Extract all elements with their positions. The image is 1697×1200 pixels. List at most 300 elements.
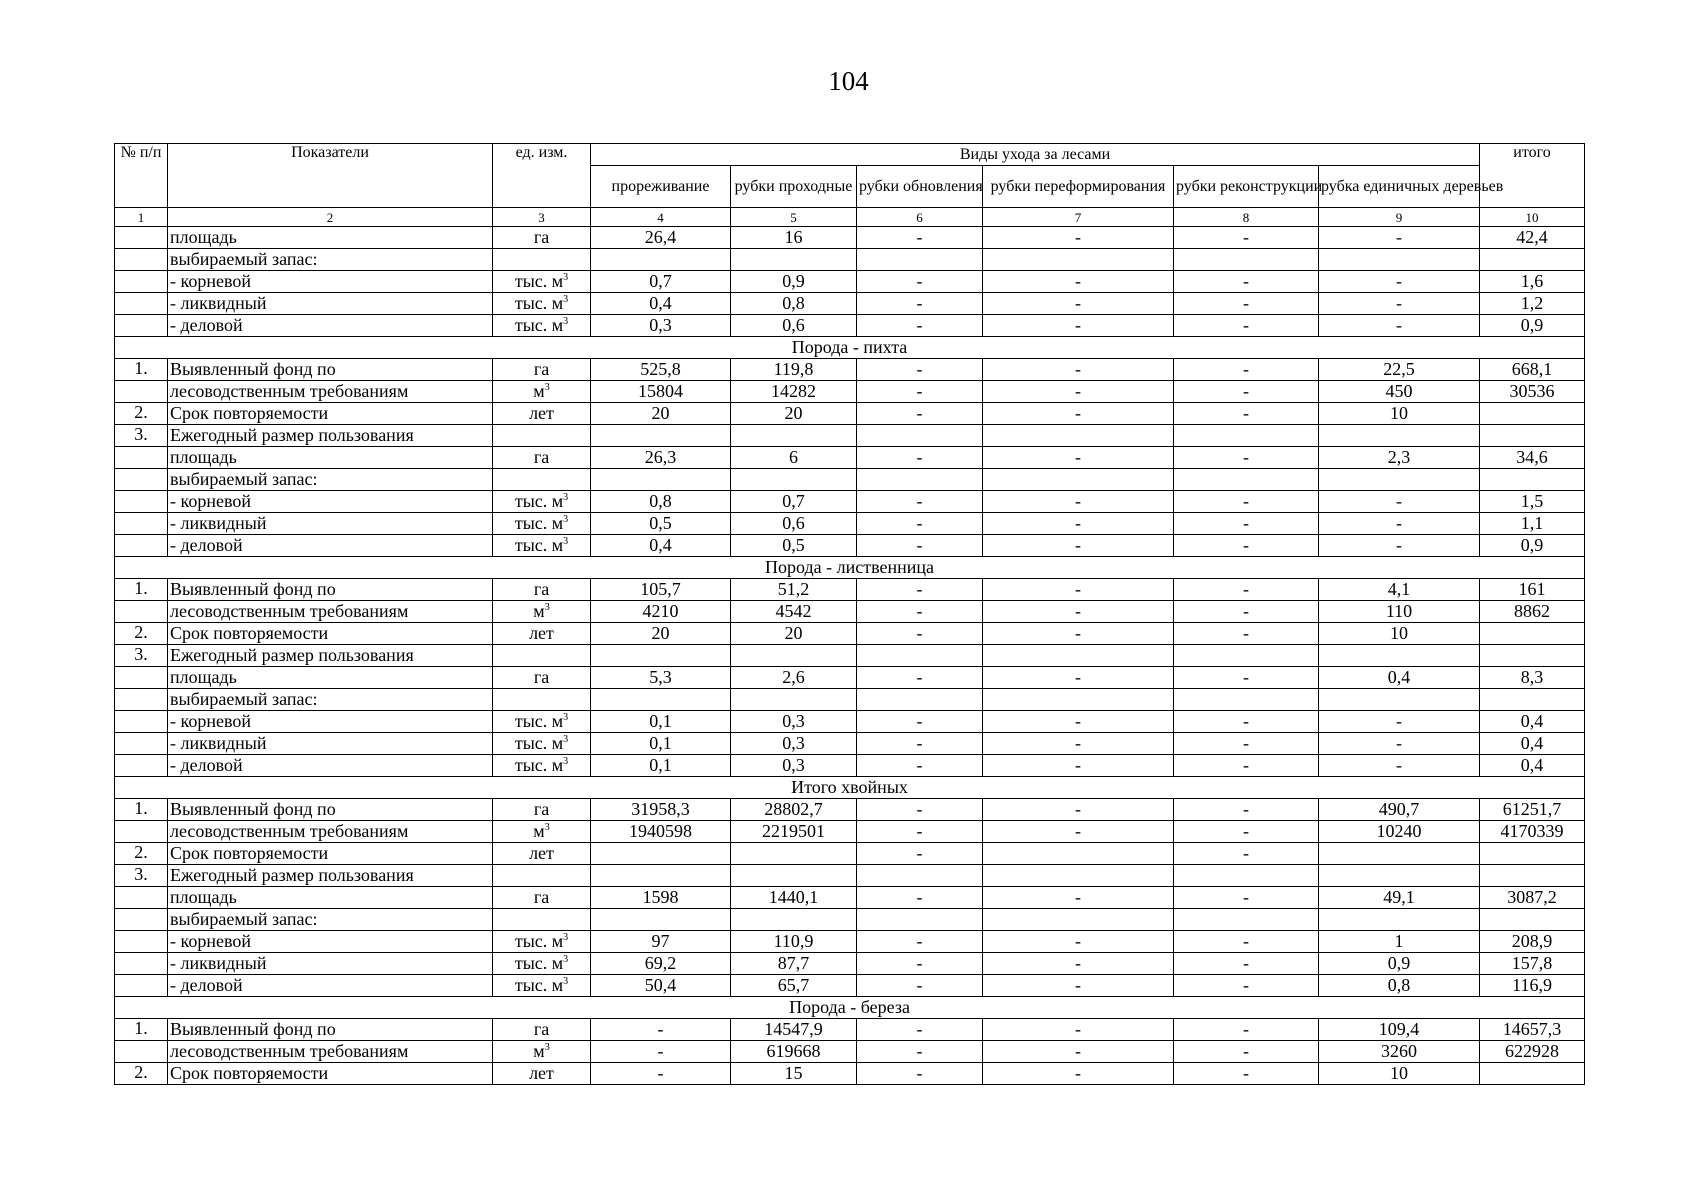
section-title: Порода - лиственница <box>115 557 1585 579</box>
row-value: - <box>1174 491 1319 513</box>
table-row <box>115 601 1585 623</box>
row-value: - <box>1174 931 1319 953</box>
row-value: - <box>857 271 983 293</box>
unit-superscript: 3 <box>563 976 569 987</box>
table-row <box>115 491 1585 513</box>
row-value: - <box>983 623 1174 645</box>
row-total: 157,8 <box>1480 953 1585 975</box>
unit-text: тыс. м <box>514 931 564 951</box>
row-value: 619668 <box>731 1041 857 1063</box>
row-indicator: Выявленный фонд по <box>168 1019 493 1041</box>
row-total: 0,4 <box>1480 755 1585 777</box>
unit-text: тыс. м <box>514 755 564 775</box>
row-value: - <box>1319 271 1480 293</box>
unit-superscript: 3 <box>563 734 569 745</box>
row-value: 0,4 <box>591 535 731 557</box>
row-value <box>1319 249 1480 271</box>
row-indicator: лесоводственным требованиям <box>168 381 493 403</box>
table-row <box>115 1019 1585 1041</box>
row-value <box>731 645 857 667</box>
unit-superscript: 3 <box>563 536 569 547</box>
row-indicator: выбираемый запас: <box>168 909 493 931</box>
row-number <box>115 909 168 931</box>
row-value: - <box>857 953 983 975</box>
unit-text: га <box>533 1019 550 1039</box>
row-number <box>115 491 168 513</box>
row-value: - <box>1319 315 1480 337</box>
table-row <box>115 887 1585 909</box>
row-value: 119,8 <box>731 359 857 381</box>
row-value: 2,6 <box>731 667 857 689</box>
header-indicators: Показатели <box>168 144 493 208</box>
row-total <box>1480 623 1585 645</box>
row-indicator: Срок повторяемости <box>168 403 493 425</box>
row-value: - <box>983 821 1174 843</box>
row-value: - <box>983 667 1174 689</box>
row-value: - <box>983 579 1174 601</box>
row-indicator: площадь <box>168 447 493 469</box>
column-index-row <box>115 208 1585 227</box>
row-total: 1,1 <box>1480 513 1585 535</box>
table-row <box>115 755 1585 777</box>
row-unit <box>493 909 591 931</box>
table-row <box>115 1041 1585 1063</box>
row-number <box>115 249 168 271</box>
unit-text: га <box>533 887 550 907</box>
row-value: 1940598 <box>591 821 731 843</box>
row-value <box>857 689 983 711</box>
row-indicator: Срок повторяемости <box>168 1063 493 1085</box>
row-value: 1440,1 <box>731 887 857 909</box>
row-value: - <box>857 315 983 337</box>
row-indicator: - деловой <box>168 535 493 557</box>
table-row <box>115 953 1585 975</box>
row-value: 105,7 <box>591 579 731 601</box>
row-number <box>115 293 168 315</box>
row-value: - <box>983 381 1174 403</box>
row-value <box>591 425 731 447</box>
row-unit <box>493 513 591 535</box>
row-total <box>1480 689 1585 711</box>
row-value: - <box>1174 887 1319 909</box>
row-value: 10 <box>1319 623 1480 645</box>
row-number <box>115 271 168 293</box>
row-value <box>857 645 983 667</box>
row-value <box>591 843 731 865</box>
row-number: 1. <box>115 799 168 821</box>
row-indicator: Выявленный фонд по <box>168 799 493 821</box>
row-indicator: выбираемый запас: <box>168 249 493 271</box>
row-value <box>857 865 983 887</box>
row-value <box>731 469 857 491</box>
row-value: - <box>857 403 983 425</box>
unit-text: га <box>533 799 550 819</box>
row-value: - <box>1319 227 1480 249</box>
row-unit <box>493 381 591 403</box>
row-value: - <box>983 601 1174 623</box>
section-title: Порода - береза <box>115 997 1585 1019</box>
row-number: 2. <box>115 843 168 865</box>
row-total: 0,9 <box>1480 315 1585 337</box>
row-indicator: площадь <box>168 227 493 249</box>
row-number <box>115 535 168 557</box>
unit-text: га <box>533 227 550 247</box>
row-value: 0,3 <box>731 733 857 755</box>
unit-text: м <box>533 601 545 621</box>
row-value <box>591 689 731 711</box>
row-value: 87,7 <box>731 953 857 975</box>
table-row <box>115 381 1585 403</box>
row-value <box>983 469 1174 491</box>
row-value <box>1319 843 1480 865</box>
row-value: - <box>857 535 983 557</box>
row-unit <box>493 1041 591 1063</box>
row-total: 116,9 <box>1480 975 1585 997</box>
row-value: 0,8 <box>731 293 857 315</box>
row-unit <box>493 535 591 557</box>
table-row <box>115 909 1585 931</box>
header-type-single-tree: рубка единичных деревьев <box>1319 166 1480 208</box>
row-number <box>115 227 168 249</box>
row-value: - <box>983 513 1174 535</box>
table-row <box>115 425 1585 447</box>
row-total: 4170339 <box>1480 821 1585 843</box>
row-value <box>1319 645 1480 667</box>
row-value: 97 <box>591 931 731 953</box>
section-row <box>115 557 1585 579</box>
row-value: - <box>983 359 1174 381</box>
row-number: 3. <box>115 425 168 447</box>
row-indicator: - ликвидный <box>168 953 493 975</box>
row-value <box>731 425 857 447</box>
row-value <box>1174 865 1319 887</box>
table-row <box>115 249 1585 271</box>
row-total: 14657,3 <box>1480 1019 1585 1041</box>
row-value: 26,4 <box>591 227 731 249</box>
row-value: 22,5 <box>1319 359 1480 381</box>
row-number <box>115 601 168 623</box>
row-value: 110 <box>1319 601 1480 623</box>
unit-text: лет <box>529 843 554 863</box>
unit-superscript: 3 <box>563 294 569 305</box>
unit-text: лет <box>529 623 554 643</box>
row-unit <box>493 733 591 755</box>
row-value: - <box>857 887 983 909</box>
row-value: 10240 <box>1319 821 1480 843</box>
row-value: 2219501 <box>731 821 857 843</box>
row-unit <box>493 469 591 491</box>
unit-text: тыс. м <box>514 271 564 291</box>
section-row <box>115 777 1585 799</box>
row-value: - <box>591 1019 731 1041</box>
row-unit <box>493 623 591 645</box>
row-value: - <box>1174 447 1319 469</box>
row-value <box>591 469 731 491</box>
row-total: 0,9 <box>1480 535 1585 557</box>
unit-text: м <box>533 1041 545 1061</box>
row-total: 1,5 <box>1480 491 1585 513</box>
row-value: 0,4 <box>1319 667 1480 689</box>
row-value: - <box>1319 755 1480 777</box>
row-number <box>115 821 168 843</box>
row-value: 4542 <box>731 601 857 623</box>
unit-superscript: 3 <box>563 316 569 327</box>
row-number <box>115 953 168 975</box>
row-number <box>115 469 168 491</box>
row-value: 4210 <box>591 601 731 623</box>
row-value: - <box>1174 601 1319 623</box>
row-total: 34,6 <box>1480 447 1585 469</box>
row-value: - <box>1174 953 1319 975</box>
row-value: - <box>857 711 983 733</box>
row-value: - <box>1174 293 1319 315</box>
column-index: 3 <box>493 208 591 227</box>
header-total: итого <box>1480 144 1585 208</box>
table-row <box>115 271 1585 293</box>
row-unit <box>493 755 591 777</box>
row-number <box>115 513 168 535</box>
row-unit <box>493 293 591 315</box>
unit-text: лет <box>529 1063 554 1083</box>
header-type-passage: рубки проходные <box>731 166 857 208</box>
table-row <box>115 535 1585 557</box>
row-total: 1,2 <box>1480 293 1585 315</box>
unit-text: м <box>533 381 545 401</box>
column-index: 4 <box>591 208 731 227</box>
row-value: - <box>983 799 1174 821</box>
row-unit <box>493 425 591 447</box>
row-total <box>1480 469 1585 491</box>
row-value: - <box>1319 711 1480 733</box>
row-value: - <box>857 843 983 865</box>
section-row <box>115 997 1585 1019</box>
row-number <box>115 755 168 777</box>
row-indicator: - деловой <box>168 975 493 997</box>
row-value: 0,1 <box>591 733 731 755</box>
table-row <box>115 645 1585 667</box>
page-number: 104 <box>828 66 869 96</box>
row-value: - <box>1174 381 1319 403</box>
row-value: - <box>1319 535 1480 557</box>
table-row <box>115 623 1585 645</box>
section-title: Итого хвойных <box>115 777 1585 799</box>
row-value: - <box>857 733 983 755</box>
row-value: - <box>1174 315 1319 337</box>
row-indicator: Выявленный фонд по <box>168 579 493 601</box>
row-value <box>591 249 731 271</box>
row-total <box>1480 1063 1585 1085</box>
table-body <box>115 227 1585 1085</box>
row-value: 0,5 <box>591 513 731 535</box>
row-value: - <box>983 711 1174 733</box>
row-value: 0,5 <box>731 535 857 557</box>
table-row <box>115 227 1585 249</box>
section-row <box>115 337 1585 359</box>
row-value: - <box>857 513 983 535</box>
row-value: 20 <box>591 403 731 425</box>
row-unit <box>493 491 591 513</box>
row-value: - <box>983 535 1174 557</box>
row-unit <box>493 667 591 689</box>
row-value: - <box>857 601 983 623</box>
row-value <box>983 425 1174 447</box>
row-value: - <box>857 799 983 821</box>
row-number <box>115 931 168 953</box>
column-index: 2 <box>168 208 493 227</box>
row-unit <box>493 799 591 821</box>
row-value: - <box>1174 733 1319 755</box>
header-type-thinning: прореживание <box>591 166 731 208</box>
row-value <box>1174 909 1319 931</box>
row-value: 0,7 <box>731 491 857 513</box>
row-value: 10 <box>1319 1063 1480 1085</box>
row-value: 0,6 <box>731 315 857 337</box>
unit-text: га <box>533 667 550 687</box>
row-value: 26,3 <box>591 447 731 469</box>
row-value: - <box>1174 667 1319 689</box>
row-value <box>1174 645 1319 667</box>
table-row <box>115 579 1585 601</box>
row-value: 16 <box>731 227 857 249</box>
row-value <box>591 909 731 931</box>
table-row <box>115 843 1585 865</box>
row-value: - <box>857 821 983 843</box>
row-value: - <box>857 931 983 953</box>
row-value <box>983 689 1174 711</box>
row-value <box>1319 909 1480 931</box>
row-unit <box>493 865 591 887</box>
row-value: 1 <box>1319 931 1480 953</box>
row-indicator: Срок повторяемости <box>168 843 493 865</box>
unit-superscript: 3 <box>563 712 569 723</box>
row-value: - <box>1174 227 1319 249</box>
row-value: - <box>983 293 1174 315</box>
row-value <box>731 689 857 711</box>
row-indicator: - деловой <box>168 755 493 777</box>
row-number <box>115 733 168 755</box>
row-value: 20 <box>731 403 857 425</box>
row-value <box>857 425 983 447</box>
table-row <box>115 975 1585 997</box>
row-value: 490,7 <box>1319 799 1480 821</box>
row-value: - <box>1174 579 1319 601</box>
row-value: - <box>1319 513 1480 535</box>
header-num: № п/п <box>115 144 168 208</box>
unit-text: тыс. м <box>514 513 564 533</box>
unit-text: га <box>533 359 550 379</box>
row-value: - <box>983 953 1174 975</box>
row-number: 1. <box>115 579 168 601</box>
row-indicator: Ежегодный размер пользования <box>168 865 493 887</box>
row-unit <box>493 645 591 667</box>
row-value: 0,6 <box>731 513 857 535</box>
row-value <box>1174 689 1319 711</box>
row-value: - <box>857 359 983 381</box>
row-value: 0,3 <box>591 315 731 337</box>
unit-text: тыс. м <box>514 975 564 995</box>
unit-superscript: 3 <box>563 514 569 525</box>
row-value <box>983 645 1174 667</box>
row-value: 0,8 <box>591 491 731 513</box>
row-number <box>115 667 168 689</box>
row-unit <box>493 403 591 425</box>
row-indicator: выбираемый запас: <box>168 469 493 491</box>
row-value: - <box>983 975 1174 997</box>
table-row <box>115 799 1585 821</box>
row-value: - <box>591 1063 731 1085</box>
row-number: 3. <box>115 645 168 667</box>
row-value: - <box>1174 271 1319 293</box>
table-row <box>115 689 1585 711</box>
row-value: - <box>1319 733 1480 755</box>
row-value <box>1319 425 1480 447</box>
table-row <box>115 293 1585 315</box>
row-unit <box>493 271 591 293</box>
header-row-1 <box>115 144 1585 166</box>
row-number <box>115 381 168 403</box>
row-total: 0,4 <box>1480 711 1585 733</box>
row-value: - <box>857 227 983 249</box>
forest-care-table <box>114 143 1585 1085</box>
row-value: 50,4 <box>591 975 731 997</box>
row-value: 49,1 <box>1319 887 1480 909</box>
unit-text: тыс. м <box>514 293 564 313</box>
row-indicator: Срок повторяемости <box>168 623 493 645</box>
row-unit <box>493 1019 591 1041</box>
row-value: 6 <box>731 447 857 469</box>
row-indicator: - корневой <box>168 271 493 293</box>
unit-superscript: 3 <box>563 954 569 965</box>
row-unit <box>493 711 591 733</box>
row-number: 2. <box>115 1063 168 1085</box>
row-value: - <box>1319 491 1480 513</box>
row-value <box>857 909 983 931</box>
row-value: 2,3 <box>1319 447 1480 469</box>
table-row <box>115 403 1585 425</box>
table-row <box>115 447 1585 469</box>
row-total: 208,9 <box>1480 931 1585 953</box>
header-type-renewal: рубки обновления <box>857 166 983 208</box>
row-total: 668,1 <box>1480 359 1585 381</box>
row-value: - <box>983 1019 1174 1041</box>
row-total: 61251,7 <box>1480 799 1585 821</box>
table-row <box>115 733 1585 755</box>
row-value: 65,7 <box>731 975 857 997</box>
row-value: - <box>857 447 983 469</box>
row-value: 15804 <box>591 381 731 403</box>
row-value: 15 <box>731 1063 857 1085</box>
row-unit <box>493 579 591 601</box>
row-number <box>115 887 168 909</box>
row-total <box>1480 843 1585 865</box>
unit-superscript: 3 <box>563 756 569 767</box>
unit-text: тыс. м <box>514 535 564 555</box>
unit-superscript: 3 <box>544 382 550 393</box>
row-value: - <box>983 733 1174 755</box>
row-value: - <box>857 381 983 403</box>
row-value: 10 <box>1319 403 1480 425</box>
row-value <box>731 249 857 271</box>
row-value: 450 <box>1319 381 1480 403</box>
row-indicator: - деловой <box>168 315 493 337</box>
row-indicator: Ежегодный размер пользования <box>168 645 493 667</box>
row-value: 51,2 <box>731 579 857 601</box>
row-value: - <box>983 755 1174 777</box>
row-value: - <box>857 1063 983 1085</box>
column-index: 7 <box>983 208 1174 227</box>
row-value: - <box>857 293 983 315</box>
row-value: 28802,7 <box>731 799 857 821</box>
